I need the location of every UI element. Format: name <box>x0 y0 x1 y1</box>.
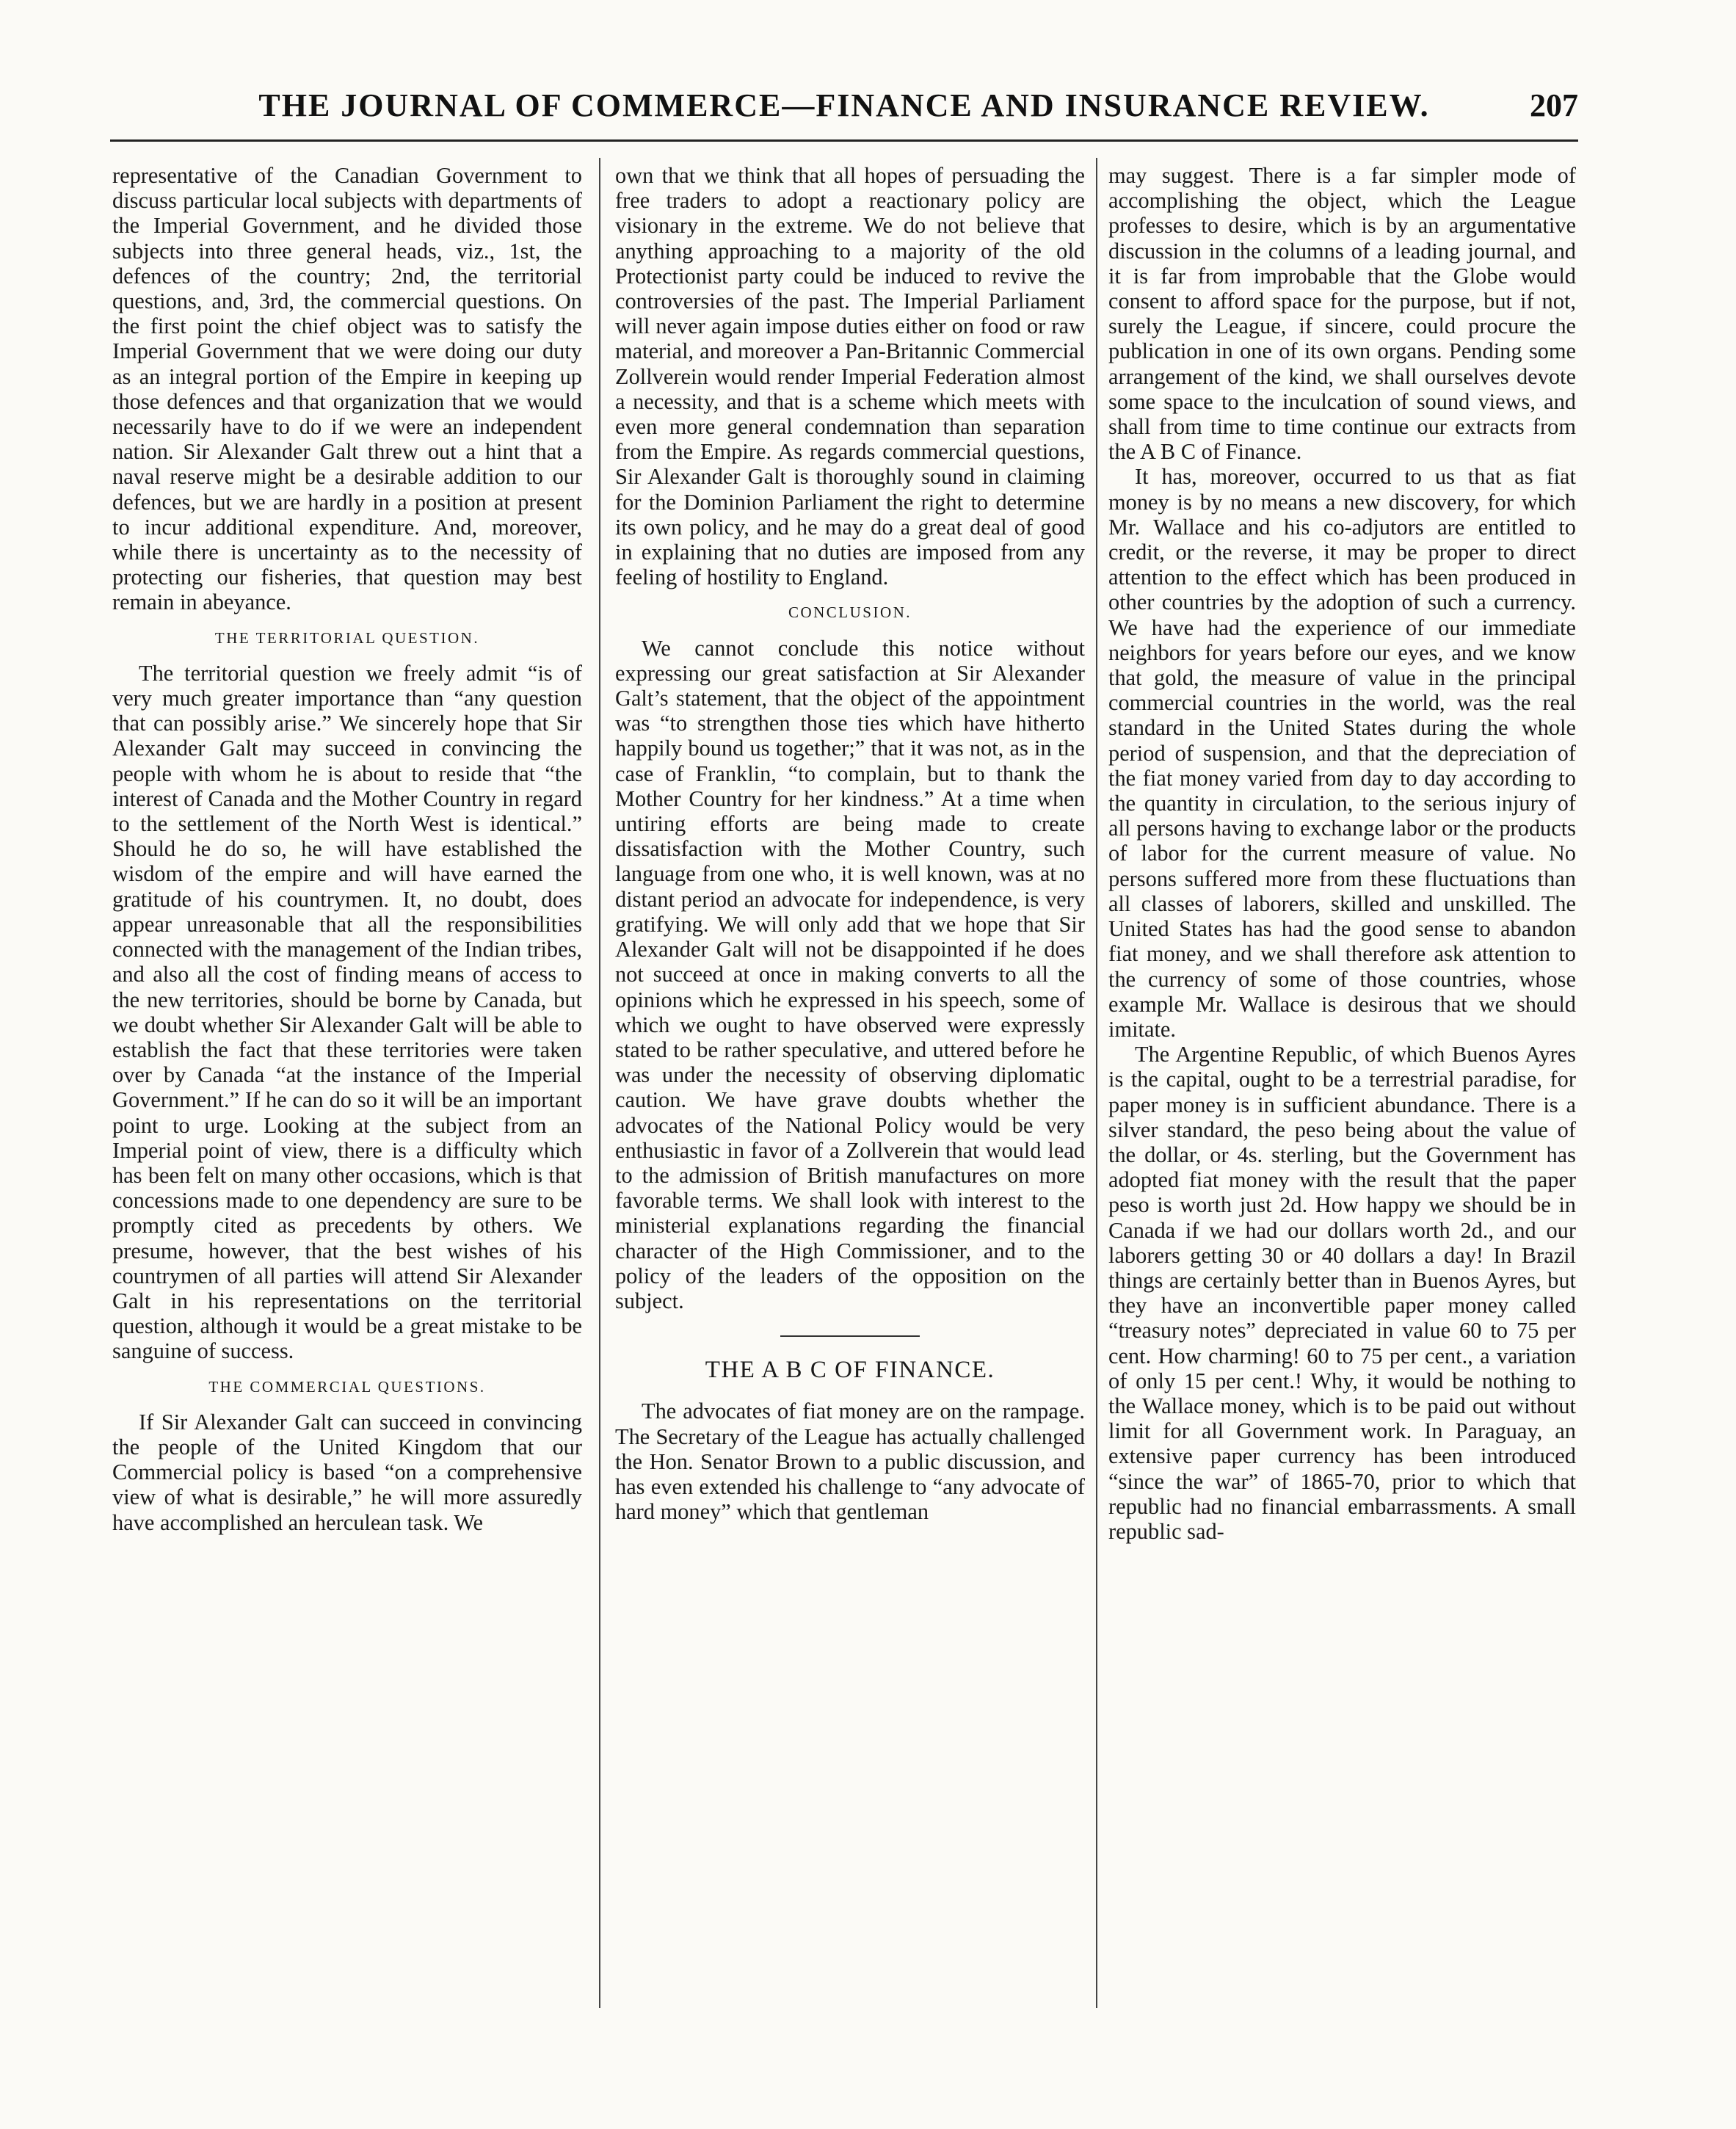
column-divider-2 <box>1096 158 1097 2008</box>
paragraph: representative of the Canadian Government to discuss particular local subjects with departments of the Imperial Government, and he divided those subjects into three general heads, viz., 1st, the defences of the country; 2nd, the territorial questions, and, 3rd, the commercial questions. On the first point the chief object was to satisfy the Imperial Government that we were doing our duty as an integral portion of the Empire in keeping up those defences and that organization that we would necessarily have to do if we were an independent nation. Sir Alexander Galt threw out a hint that a naval reserve might be a desirable addition to our defences, but we are hardly in a position at present to incur additional expenditure. And, moreover, while there is uncertainty as to the necessity of protecting our fisheries, that question may best remain in abeyance. <box>112 163 582 615</box>
column-2 <box>615 163 1085 1524</box>
paragraph: The advocates of fiat money are on the rampage. The Secretary of the League has actually challenged the Hon. Senator Brown to a public discussion, and has even extended his challenge to “any advocate of hard money” which that gentleman <box>615 1399 1085 1525</box>
column-divider-1 <box>599 158 600 2008</box>
column-1 <box>112 163 582 1535</box>
paragraph: own that we think that all hopes of persuading the free traders to adopt a reactionary policy are visionary in the extreme. We do not believe that anything approaching to a majority of the old Protectionist party could be induced to revive the controversies of the past. The Imperial Parliament will never again impose duties either on food or raw material, and moreover a Pan-Britannic Commercial Zollverein would render Imperial Federation almost a necessity, and that is a scheme which meets with even more general condemnation than separation from the Empire. As regards commercial questions, Sir Alexander Galt is thoroughly sound in claiming for the Dominion Parliament the right to determine its own policy, and he may do a great deal of good in explaining that no duties are imposed from any feeling of hostility to England. <box>615 163 1085 590</box>
subheading-territorial-question: THE TERRITORIAL QUESTION. <box>214 628 480 647</box>
page-number: 207 <box>1530 87 1578 123</box>
journal-title: THE JOURNAL OF COMMERCE—FINANCE AND INSURANCE REVIEW. <box>258 87 1430 123</box>
paragraph: If Sir Alexander Galt can succeed in convincing the people of the United Kingdom that our Commercial policy is based “on a comprehensive view of what is desirable,” he will more assuredly have accomplished an herculean task. We <box>112 1409 582 1535</box>
page-header <box>110 82 1578 128</box>
paragraph: The territorial question we freely admit “is of very much greater importance than “any question that can possibly arise.” We sincerely hope that Sir Alexander Galt may succeed in convincing the people with whom he is about to reside that “the interest of Canada and the Mother Country in regard to the settlement of the North West is identical.” Should he do so, he will have established the wisdom of the empire and will have earned the gratitude of his countrymen. It, no doubt, does appear unreasonable that all the responsibilities connected with the management of the Indian tribes, and also all the cost of finding means of access to the new territories, should be borne by Canada, but we doubt whether Sir Alexander Galt will be able to establish the fact that these territories were taken over by Canada “at the instance of the Imperial Government.” If he can do so it will be an important point to urge. Looking at the subject from an Imperial point of view, there is a difficulty which has been felt on many other occasions, which is that concessions made to one dependency are sure to be promptly cited as precedents by others. We presume, however, that the best wishes of his countrymen of all parties will attend Sir Alexander Galt in his representations on the territorial question, although it would be a great mistake to be sanguine of success. <box>112 660 582 1364</box>
header-rule <box>110 139 1578 142</box>
paragraph: We cannot conclude this notice without expressing our great satisfaction at Sir Alexander Galt’s statement, that the object of the appointment was “to strengthen those ties which have hitherto happily bound us together;” that it was not, as in the case of Franklin, “to complain, but to thank the Mother Country for her kindness.” At a time when untiring efforts are being made to create dissatisfaction with the Mother Country, such language from one who, it is well known, was at no distant period an advocate for independence, is very gratifying. We will only add that we hope that Sir Alexander Galt will not be disappointed if he does not succeed at once in making converts to all the opinions which he expressed in his speech, some of which we ought to have observed were expressly stated to be rather speculative, and uttered before he was under the necessity of observing diplomatic caution. We have grave doubts whether the advocates of the National Policy would be very enthusiastic in favor of a Zollverein that would lead to the admission of British manufactures on more favorable terms. We shall look with interest to the ministerial explanations regarding the financial character of the High Commissioner, and to the policy of the leaders of the opposition on the subject. <box>615 635 1085 1313</box>
column-3 <box>1108 163 1576 1544</box>
paragraph: may suggest. There is a far simpler mode of accomplishing the object, which the League professes to desire, which is by an argumentative discussion in the columns of a leading journal, and it is far from improbable that the Globe would consent to afford space for the purpose, but if not, surely the League, if sincere, could procure the publication in one of its own organs. Pending some arrangement of the kind, we shall ourselves devote some space to the inculcation of sound views, and shall from time to time continue our extracts from the A B C of Finance. <box>1108 163 1576 465</box>
paragraph: The Argentine Republic, of which Buenos Ayres is the capital, ought to be a terrestrial paradise, for paper money is in sufficient abundance. There is a silver standard, the peso being about the value of the dollar, or 4s. sterling, but the Government has adopted fiat money with the result that the paper peso is worth just 2d. How happy we should be in Canada if we had our dollars worth 2d., and our laborers getting 30 or 40 dollars a day! In Brazil things are certainly better than in Buenos Ayres, but they have an inconvertible paper money called “treasury notes” depreciated in value 60 to 75 per cent. How charming! 60 to 75 per cent., a variation of only 15 per cent.! Why, it would be nothing to the Wallace money, which is to be paid out without limit for all Government work. In Paraguay, an extensive paper currency has been introduced “since the war” of 1865-70, prior to which that republic had no financial embarrassments. A small republic sad- <box>1108 1042 1576 1544</box>
subheading-commercial-questions: THE COMMERCIAL QUESTIONS. <box>208 1377 486 1396</box>
section-title-abc-of-finance: THE A B C OF FINANCE. <box>705 1357 995 1384</box>
paragraph: It has, moreover, occurred to us that as fiat money is by no means a new discovery, for which Mr. Wallace and his co-adjutors are entitled to credit, or the reverse, it may be proper to direct attention to the effect which has been produced in other countries by the adoption of such a currency. We have had the experience of our immediate neighbors for years before our eyes, and we know that gold, the measure of value in the principal commercial countries in the world, was the real standard in the United States during the whole period of suspension, and that the depreciation of the fiat money varied from day to day according to the quantity in circulation, to the serious injury of all persons having to exchange labor or the products of labor for the current measure of value. No persons suffered more from these fluctuations than all classes of laborers, skilled and unskilled. The United States has had the good sense to abandon fiat money, and we shall therefore ask attention to the currency of some of those countries, whose example Mr. Wallace is desirous that we should imitate. <box>1108 464 1576 1042</box>
section-divider <box>780 1335 920 1337</box>
subheading-conclusion: CONCLUSION. <box>788 603 912 622</box>
